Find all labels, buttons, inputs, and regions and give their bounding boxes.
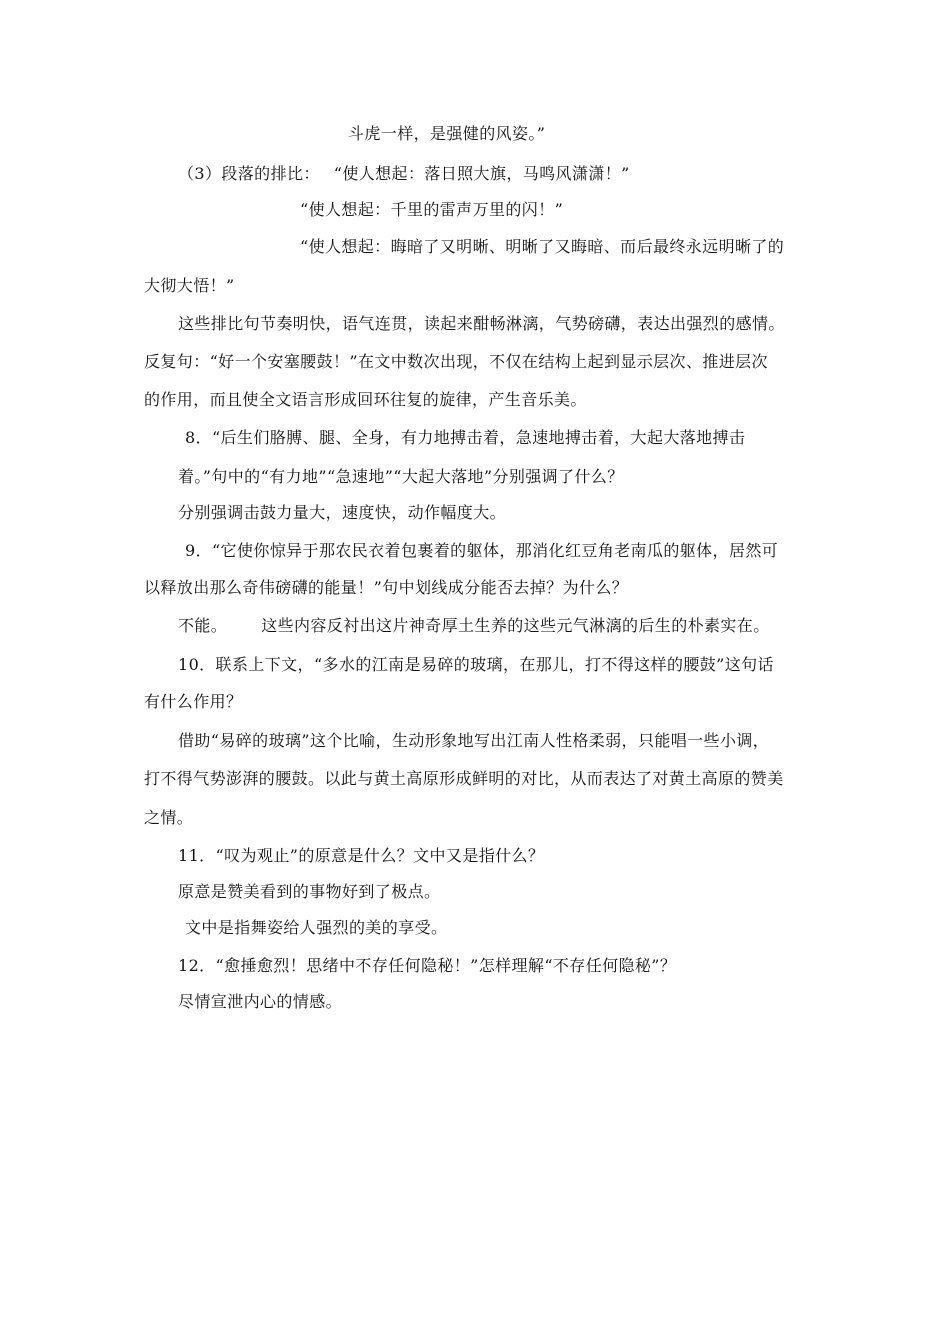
text-line: [178, 164, 630, 184]
answer-short: 不能。: [178, 616, 228, 635]
answer-line: 原意是赞美看到的事物好到了极点。: [178, 882, 441, 901]
answer-line: [178, 616, 770, 636]
answer-explanation: 这些内容反衬出这片神奇厚土生养的这些元气淋漓的后生的朴素实在。: [261, 616, 770, 635]
question-line: 12．“愈捶愈烈！思绪中不存任何隐秘！”怎样理解“不存任何隐秘”？: [178, 956, 677, 975]
answer-line: 文中是指舞姿给人强烈的美的享受。: [185, 918, 448, 937]
question-line: 10．联系上下文，“多水的江南是易碎的玻璃，在那儿，打不得这样的腰鼓”这句话: [178, 655, 774, 674]
answer-line: 借助“易碎的玻璃”这个比喻，生动形象地写出江南人性格柔弱，只能唱一些小调，: [178, 731, 770, 750]
question-line: 9．“它使你惊异于那农民衣着包裹着的躯体，那消化红豆角老南瓜的躯体，居然可: [185, 541, 779, 560]
answer-line: 之情。: [144, 808, 194, 827]
answer-line: 打不得气势澎湃的腰鼓。以此与黄土高原形成鲜明的对比，从而表达了对黄土高原的赞美: [144, 769, 784, 788]
question-line: 11．“叹为观止”的原意是什么？文中又是指什么？: [178, 846, 545, 865]
text-line: 斗虎一样，是强健的风姿。”: [348, 124, 546, 143]
question-line: 着。”句中的“有力地”“急速地”“大起大落地”分别强调了什么？: [178, 467, 624, 486]
text-line: 的作用，而且使全文语言形成回环往复的旋律，产生音乐美。: [144, 390, 587, 409]
answer-line: 分别强调击鼓力量大，速度快，动作幅度大。: [178, 503, 507, 522]
parallel-quote: “使人想起：落日照大旗，马鸣风潇潇！”: [333, 164, 630, 183]
text-line: 大彻大悟！”: [144, 276, 235, 295]
text-line: 反复句：“好一个安塞腰鼓！”在文中数次出现，不仅在结构上起到显示层次、推进层次: [144, 352, 768, 371]
question-line: 以释放出那么奇伟磅礴的能量！”句中划线成分能否去掉？为什么？: [144, 578, 629, 597]
text-line: 这些排比句节奏明快，语气连贯，读起来酣畅淋漓，气势磅礴，表达出强烈的感情。: [178, 314, 785, 333]
question-line: 有什么作用？: [144, 692, 243, 711]
text-line: “使人想起：晦暗了又明晰、明晰了又晦暗、而后最终永远明晰了的: [300, 237, 785, 256]
text-line: “使人想起：千里的雷声万里的闪！”: [300, 200, 564, 219]
section-label: （3）段落的排比：: [178, 164, 320, 183]
question-line: 8．“后生们胳膊、腿、全身，有力地搏击着，急速地搏击着，大起大落地搏击: [185, 428, 746, 447]
answer-line: 尽情宣泄内心的情感。: [178, 992, 343, 1011]
